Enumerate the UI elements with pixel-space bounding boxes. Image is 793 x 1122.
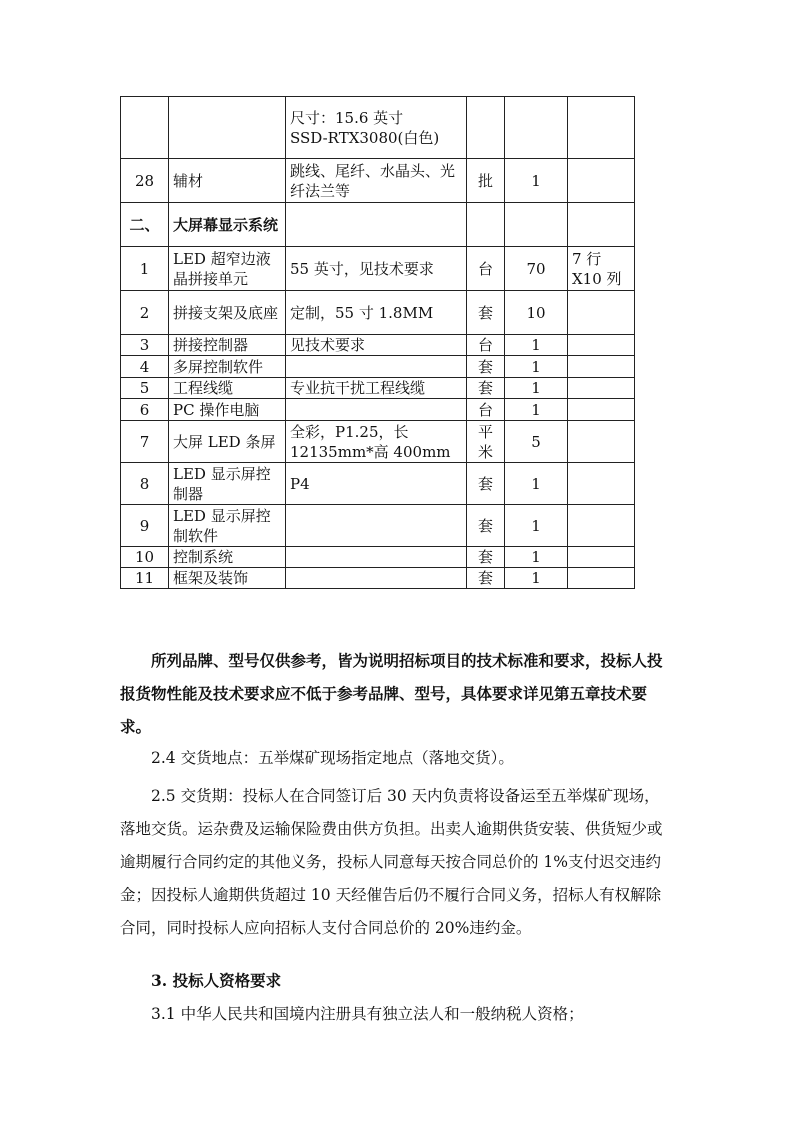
cell-item-name <box>169 247 286 291</box>
cell-item-name <box>169 568 286 589</box>
cell-remark <box>568 463 635 505</box>
cell-number-text: 11 <box>134 569 155 587</box>
cell-quantity-text: 1 <box>531 171 541 190</box>
table-row <box>121 291 635 335</box>
cell-unit-text: 台 <box>477 400 493 419</box>
cell-unit <box>467 547 505 568</box>
cell-item-name-text: LED 超窄边液晶拼接单元 <box>173 249 271 288</box>
cell-specification <box>286 421 467 463</box>
cell-quantity-text: 70 <box>526 259 546 278</box>
cell-number <box>121 378 169 399</box>
cell-quantity-text: 1 <box>531 516 541 535</box>
cell-remark <box>568 356 635 378</box>
cell-item-name-text: 辅材 <box>173 171 204 190</box>
cell-quantity <box>505 291 568 335</box>
table-row <box>121 356 635 378</box>
cell-specification-text: 定制，55 寸 1.8MM <box>290 303 434 322</box>
table-row <box>121 159 635 203</box>
cell-unit <box>467 247 505 291</box>
cell-item-name-text: 拼接支架及底座 <box>173 303 279 322</box>
cell-number-text: 7 <box>139 432 150 451</box>
cell-unit <box>467 463 505 505</box>
cell-number <box>121 159 169 203</box>
cell-number-text: 9 <box>139 516 150 535</box>
cell-unit <box>467 378 505 399</box>
table-row <box>121 463 635 505</box>
cell-specification-text: 专业抗干扰工程线缆 <box>290 379 426 397</box>
cell-quantity <box>505 568 568 589</box>
cell-number-text: 28 <box>134 171 155 190</box>
cell-quantity-text: 1 <box>531 474 541 493</box>
cell-number <box>121 547 169 568</box>
cell-quantity-text: 1 <box>531 400 541 419</box>
table-row <box>121 378 635 399</box>
cell-item-name-text: 大屏幕显示系统 <box>173 215 279 234</box>
cell-quantity-text: 1 <box>531 336 541 354</box>
cell-quantity <box>505 505 568 547</box>
cell-quantity <box>505 159 568 203</box>
table-section-row <box>121 203 635 247</box>
cell-quantity <box>505 399 568 421</box>
cell-remark <box>568 97 635 159</box>
cell-number <box>121 399 169 421</box>
cell-quantity-text: 1 <box>531 548 541 566</box>
cell-remark <box>568 291 635 335</box>
cell-specification <box>286 568 467 589</box>
cell-number-text: 4 <box>139 357 150 376</box>
cell-specification <box>286 356 467 378</box>
cell-quantity <box>505 378 568 399</box>
cell-unit <box>467 421 505 463</box>
cell-remark <box>568 421 635 463</box>
cell-specification <box>286 335 467 356</box>
cell-unit <box>467 335 505 356</box>
section-heading-qualification: 3. 投标人资格要求 <box>151 971 282 990</box>
cell-unit-text: 批 <box>477 171 493 190</box>
cell-number <box>121 463 169 505</box>
cell-specification <box>286 291 467 335</box>
cell-item-name-text: PC 操作电脑 <box>173 400 260 419</box>
delivery-period-paragraph: 2.5 交货期：投标人在合同签订后 30 天内负责将设备运至五举煤矿现场，落地交货。运杂费及运输保险费由供方负担。出卖人逾期供货安装、供货短少或逾期履行合同约定的其他义务，投标人同意每天按合同总价的 1%支付迟交违约金；因投标人逾期供货超过 10 天经催告后仍不履行合同义务，招标人有权解除合同，同时投标人应向招标人支付合同总价的 20%违约金。 <box>120 787 663 937</box>
cell-number <box>121 97 169 159</box>
cell-item-name-text: 大屏 LED 条屏 <box>173 432 276 451</box>
cell-number-text: 5 <box>139 379 150 397</box>
cell-number <box>121 568 169 589</box>
cell-number-text: 6 <box>139 400 150 419</box>
cell-item-name-text: 多屏控制软件 <box>173 357 264 376</box>
cell-unit-text: 套 <box>477 357 493 376</box>
cell-specification <box>286 505 467 547</box>
table-row <box>121 97 635 159</box>
cell-item-name-text: 框架及装饰 <box>173 569 249 587</box>
reference-note-paragraph: 所列品牌、型号仅供参考，皆为说明招标项目的技术标准和要求，投标人投报货物性能及技术要求应不低于参考品牌、型号，具体要求详见第五章技术要求。 <box>120 651 663 736</box>
cell-unit <box>467 291 505 335</box>
cell-number <box>121 505 169 547</box>
cell-number <box>121 335 169 356</box>
cell-number <box>121 203 169 247</box>
cell-specification <box>286 159 467 203</box>
cell-item-name <box>169 291 286 335</box>
cell-specification-text: 全彩，P1.25，长 12135mm*高 400mm <box>290 422 451 461</box>
cell-specification-text: 55 英寸，见技术要求 <box>290 259 434 278</box>
cell-unit <box>467 399 505 421</box>
cell-specification <box>286 547 467 568</box>
cell-unit-text: 套 <box>477 303 493 322</box>
cell-specification <box>286 203 467 247</box>
cell-unit <box>467 356 505 378</box>
cell-specification-text: P4 <box>290 474 310 493</box>
table-row <box>121 399 635 421</box>
equipment-table-container <box>120 96 635 589</box>
cell-specification-text: 尺寸：15.6 英寸 SSD-RTX3080(白色) <box>290 108 440 147</box>
cell-remark <box>568 399 635 421</box>
cell-quantity <box>505 547 568 568</box>
cell-quantity-text: 1 <box>531 357 541 376</box>
table-row <box>121 421 635 463</box>
cell-quantity-text: 1 <box>531 379 541 397</box>
cell-specification <box>286 247 467 291</box>
cell-unit <box>467 568 505 589</box>
table-row <box>121 568 635 589</box>
cell-quantity <box>505 463 568 505</box>
cell-quantity <box>505 335 568 356</box>
cell-specification <box>286 463 467 505</box>
cell-remark <box>568 203 635 247</box>
cell-quantity <box>505 356 568 378</box>
cell-item-name <box>169 97 286 159</box>
cell-remark <box>568 568 635 589</box>
cell-item-name <box>169 159 286 203</box>
cell-number-text: 10 <box>134 548 155 566</box>
cell-remark <box>568 378 635 399</box>
cell-item-name-text: LED 显示屏控制软件 <box>173 506 271 545</box>
cell-unit <box>467 203 505 247</box>
cell-unit-text: 套 <box>477 474 493 493</box>
cell-number-text: 3 <box>139 336 150 354</box>
cell-item-name <box>169 356 286 378</box>
table-row <box>121 547 635 568</box>
cell-item-name-text: 控制系统 <box>173 548 234 566</box>
cell-quantity <box>505 203 568 247</box>
cell-remark <box>568 547 635 568</box>
cell-unit-text: 套 <box>477 379 493 397</box>
table-row <box>121 505 635 547</box>
cell-number <box>121 291 169 335</box>
equipment-table <box>120 96 635 589</box>
cell-number-text: 二、 <box>129 215 160 234</box>
cell-item-name <box>169 547 286 568</box>
cell-item-name <box>169 505 286 547</box>
equipment-table-body <box>121 97 635 589</box>
cell-remark <box>568 247 635 291</box>
cell-item-name <box>169 421 286 463</box>
cell-number <box>121 421 169 463</box>
delivery-location-paragraph: 2.4 交货地点：五举煤矿现场指定地点（落地交货）。 <box>151 749 514 767</box>
cell-quantity-text: 10 <box>526 303 546 322</box>
table-row <box>121 335 635 356</box>
cell-remark <box>568 159 635 203</box>
cell-item-name-text: LED 显示屏控制器 <box>173 464 271 503</box>
cell-number-text: 2 <box>139 303 150 322</box>
cell-unit <box>467 159 505 203</box>
cell-unit-text: 套 <box>477 516 493 535</box>
cell-specification <box>286 378 467 399</box>
cell-item-name <box>169 378 286 399</box>
cell-remark <box>568 335 635 356</box>
cell-unit-text: 套 <box>477 548 493 566</box>
cell-quantity <box>505 97 568 159</box>
cell-item-name-text: 工程线缆 <box>173 379 234 397</box>
cell-unit <box>467 505 505 547</box>
cell-quantity-text: 5 <box>531 432 541 451</box>
cell-item-name <box>169 335 286 356</box>
cell-quantity <box>505 247 568 291</box>
cell-remark <box>568 505 635 547</box>
cell-item-name <box>169 203 286 247</box>
cell-remark-text: 7 行 X10 列 <box>572 249 622 288</box>
cell-item-name <box>169 399 286 421</box>
cell-unit-text: 台 <box>477 336 493 354</box>
cell-number-text: 1 <box>139 259 150 278</box>
cell-number <box>121 247 169 291</box>
cell-specification <box>286 97 467 159</box>
cell-item-name <box>169 463 286 505</box>
cell-number-text: 8 <box>139 474 150 493</box>
cell-unit-text: 套 <box>477 569 493 587</box>
cell-number <box>121 356 169 378</box>
cell-quantity <box>505 421 568 463</box>
cell-specification-text: 跳线、尾纤、水晶头、光纤法兰等 <box>290 161 456 200</box>
cell-specification-text: 见技术要求 <box>290 336 366 354</box>
qualification-item-3-1: 3.1 中华人民共和国境内注册具有独立法人和一般纳税人资格； <box>151 1005 584 1023</box>
table-row <box>121 247 635 291</box>
cell-item-name-text: 拼接控制器 <box>173 336 249 354</box>
cell-unit <box>467 97 505 159</box>
cell-unit-text: 台 <box>477 259 493 278</box>
cell-unit-text: 平米 <box>477 422 493 461</box>
cell-specification <box>286 399 467 421</box>
cell-quantity-text: 1 <box>531 569 541 587</box>
